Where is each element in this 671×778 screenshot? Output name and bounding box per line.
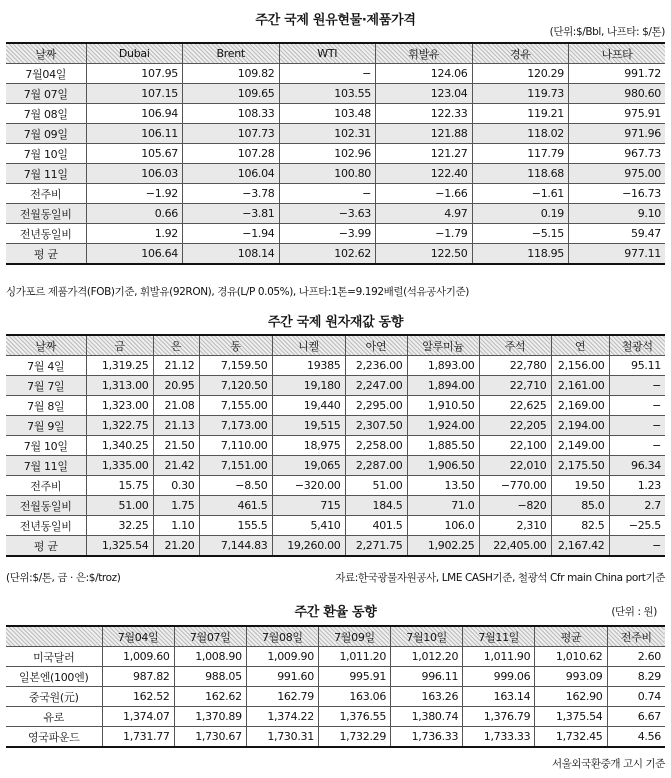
row-label: 유로	[6, 707, 102, 727]
table-cell: 1,902.25	[407, 536, 479, 557]
table-cell: 1,313.00	[86, 376, 153, 396]
table-cell: −5.15	[472, 224, 569, 244]
row-label: 7월04일	[6, 64, 86, 84]
table-cell: 32.25	[86, 516, 153, 536]
table-cell: 4.97	[376, 204, 473, 224]
table-cell: 2,194.00	[551, 416, 609, 436]
table-cell: −770.00	[479, 476, 551, 496]
table-cell: 1.10	[153, 516, 199, 536]
table-cell: −3.99	[279, 224, 376, 244]
table-cell: 106.03	[86, 164, 183, 184]
table-cell: 2,247.00	[345, 376, 407, 396]
table-cell: −8.50	[199, 476, 272, 496]
table-cell: 118.95	[472, 244, 569, 265]
table-cell: 119.21	[472, 104, 569, 124]
table-row	[6, 687, 665, 707]
table-cell: 1,906.50	[407, 456, 479, 476]
table-cell: 118.68	[472, 164, 569, 184]
table-cell: 1,733.33	[463, 727, 535, 748]
metals-header-row	[6, 335, 665, 356]
table-cell: 21.42	[153, 456, 199, 476]
table-cell: 102.31	[279, 124, 376, 144]
table-cell: 1,730.31	[246, 727, 318, 748]
table-cell: 20.95	[153, 376, 199, 396]
table-cell: 980.60	[569, 84, 666, 104]
table-cell: 1,370.89	[174, 707, 246, 727]
table-cell: 2,149.00	[551, 436, 609, 456]
table-cell: 2,169.00	[551, 396, 609, 416]
fx-header-cell: 전주비	[607, 626, 665, 647]
table-cell: 967.73	[569, 144, 666, 164]
table-cell: 21.13	[153, 416, 199, 436]
table-cell: 59.47	[569, 224, 666, 244]
row-label: 중국원(元)	[6, 687, 102, 707]
table-cell: 2,236.00	[345, 356, 407, 376]
table-cell: 971.96	[569, 124, 666, 144]
table-cell: 2.7	[609, 496, 665, 516]
table-row	[6, 104, 665, 124]
table-cell: 107.28	[183, 144, 280, 164]
table-cell: 106.0	[407, 516, 479, 536]
table-cell: 22,010	[479, 456, 551, 476]
metals-header-cell: 날짜	[6, 335, 86, 356]
table-row	[6, 144, 665, 164]
table-cell: 977.11	[569, 244, 666, 265]
table-cell: 7,159.50	[199, 356, 272, 376]
table-cell: −	[609, 416, 665, 436]
table-cell: 2,175.50	[551, 456, 609, 476]
table-cell: 2,258.00	[345, 436, 407, 456]
table-cell: 21.08	[153, 396, 199, 416]
table-cell: 163.14	[463, 687, 535, 707]
table-cell: 103.48	[279, 104, 376, 124]
crude-title: 주간 국제 원유현물·제품가격	[255, 13, 416, 28]
table-cell: 1,009.60	[102, 647, 174, 667]
table-cell: 95.11	[609, 356, 665, 376]
table-cell: 1,885.50	[407, 436, 479, 456]
table-cell: −	[279, 64, 376, 84]
table-cell: 0.66	[86, 204, 183, 224]
table-cell: 995.91	[318, 667, 390, 687]
table-cell: 988.05	[174, 667, 246, 687]
row-label: 전년동일비	[6, 224, 86, 244]
table-cell: 975.91	[569, 104, 666, 124]
table-cell: 1,380.74	[391, 707, 463, 727]
table-cell: 22,625	[479, 396, 551, 416]
table-cell: 1,374.22	[246, 707, 318, 727]
table-cell: 106.11	[86, 124, 183, 144]
table-cell: 1,340.25	[86, 436, 153, 456]
table-row	[6, 84, 665, 104]
row-label: 7월 10일	[6, 436, 86, 456]
table-cell: 107.73	[183, 124, 280, 144]
table-cell: 7,151.00	[199, 456, 272, 476]
fx-source: 서울외국환중개 고시 기준	[551, 758, 665, 770]
table-cell: −	[609, 436, 665, 456]
table-cell: 6.67	[607, 707, 665, 727]
table-row	[6, 727, 665, 748]
table-cell: −	[609, 396, 665, 416]
table-cell: 1,012.20	[391, 647, 463, 667]
table-row	[6, 164, 665, 184]
table-cell: 0.19	[472, 204, 569, 224]
table-cell: 22,205	[479, 416, 551, 436]
table-cell: 1,008.90	[174, 647, 246, 667]
row-label: 전월동일비	[6, 496, 86, 516]
table-row	[6, 416, 665, 436]
fx-header-cell: 7월08일	[246, 626, 318, 647]
table-cell: 121.88	[376, 124, 473, 144]
crude-header-cell: 경유	[472, 43, 569, 64]
table-cell: 2,167.42	[551, 536, 609, 557]
table-cell: 13.50	[407, 476, 479, 496]
table-cell: 993.09	[535, 667, 607, 687]
table-cell: 2,271.75	[345, 536, 407, 557]
table-cell: 109.82	[183, 64, 280, 84]
crude-header-cell: Dubai	[86, 43, 183, 64]
row-label: 7월 10일	[6, 144, 86, 164]
crude-unit: (단위:$/Bbl, 나프타: $/톤)	[549, 26, 665, 38]
table-cell: 1,374.07	[102, 707, 174, 727]
table-cell: 162.79	[246, 687, 318, 707]
table-cell: 0.74	[607, 687, 665, 707]
table-row	[6, 647, 665, 667]
crude-header-cell: Brent	[183, 43, 280, 64]
fx-header-cell: 평균	[535, 626, 607, 647]
fx-header-cell: 7월10일	[391, 626, 463, 647]
table-row	[6, 204, 665, 224]
table-cell: 1.23	[609, 476, 665, 496]
table-cell: −1.92	[86, 184, 183, 204]
table-cell: 1,322.75	[86, 416, 153, 436]
table-cell: 15.75	[86, 476, 153, 496]
row-label: 전월동일비	[6, 204, 86, 224]
metals-unit: (단위:$/톤, 금 · 은:$/troz)	[6, 572, 121, 584]
table-cell: −3.81	[183, 204, 280, 224]
table-cell: 108.14	[183, 244, 280, 265]
table-row	[6, 667, 665, 687]
row-label: 7월 08일	[6, 104, 86, 124]
table-row	[6, 456, 665, 476]
table-cell: 109.65	[183, 84, 280, 104]
fx-header-cell	[6, 626, 102, 647]
metals-header-cell: 철광석	[609, 335, 665, 356]
table-cell: 155.5	[199, 516, 272, 536]
table-cell: 106.64	[86, 244, 183, 265]
table-cell: −25.5	[609, 516, 665, 536]
table-cell: 5,410	[272, 516, 345, 536]
metals-header-cell: 동	[199, 335, 272, 356]
table-cell: −3.63	[279, 204, 376, 224]
table-cell: 1.92	[86, 224, 183, 244]
table-row	[6, 516, 665, 536]
table-cell: 107.95	[86, 64, 183, 84]
crude-header-cell: 휘발유	[376, 43, 473, 64]
table-cell: 2.60	[607, 647, 665, 667]
table-cell: 1,323.00	[86, 396, 153, 416]
table-cell: 7,144.83	[199, 536, 272, 557]
table-cell: 7,155.00	[199, 396, 272, 416]
row-label: 전년동일비	[6, 516, 86, 536]
table-cell: 1,924.00	[407, 416, 479, 436]
table-cell: 22,780	[479, 356, 551, 376]
table-cell: −1.79	[376, 224, 473, 244]
metals-title: 주간 국제 원자재값 동향	[267, 315, 404, 330]
row-label: 7월 4일	[6, 356, 86, 376]
table-cell: 2,156.00	[551, 356, 609, 376]
table-cell: 987.82	[102, 667, 174, 687]
row-label: 7월 8일	[6, 396, 86, 416]
metals-source: 자료:한국광물자원공사, LME CASH기준, 철광석 Cfr main China port기준	[335, 572, 665, 584]
crude-footnote: 싱가포르 제품가격(FOB)기준, 휘발유(92RON), 경유(L/P 0.05%), 나프타:1톤=9.192배럴(석유공사기준)	[6, 286, 469, 298]
table-row	[6, 707, 665, 727]
fx-header-cell: 7월07일	[174, 626, 246, 647]
row-label: 영국파운드	[6, 727, 102, 748]
table-row	[6, 64, 665, 84]
table-cell: 18,975	[272, 436, 345, 456]
metals-header-cell: 니켈	[272, 335, 345, 356]
metals-header-cell: 아연	[345, 335, 407, 356]
metals-price-table	[6, 334, 665, 557]
table-cell: −1.94	[183, 224, 280, 244]
table-cell: 19,515	[272, 416, 345, 436]
crude-header-cell: 나프타	[569, 43, 666, 64]
row-label: 일본엔(100엔)	[6, 667, 102, 687]
table-cell: 163.06	[318, 687, 390, 707]
table-cell: 102.96	[279, 144, 376, 164]
table-row	[6, 224, 665, 244]
table-cell: 22,710	[479, 376, 551, 396]
table-cell: −820	[479, 496, 551, 516]
table-cell: 124.06	[376, 64, 473, 84]
row-label: 7월 09일	[6, 124, 86, 144]
table-cell: 19,180	[272, 376, 345, 396]
table-cell: 117.79	[472, 144, 569, 164]
crude-price-table	[6, 42, 665, 265]
table-cell: 4.56	[607, 727, 665, 748]
table-row	[6, 496, 665, 516]
table-cell: 1,376.79	[463, 707, 535, 727]
table-cell: 119.73	[472, 84, 569, 104]
table-cell: 19,065	[272, 456, 345, 476]
table-cell: 106.04	[183, 164, 280, 184]
crude-header-cell: WTI	[279, 43, 376, 64]
table-cell: 1,894.00	[407, 376, 479, 396]
fx-header-cell: 7월09일	[318, 626, 390, 647]
table-row	[6, 536, 665, 557]
table-cell: 2,310	[479, 516, 551, 536]
table-cell: 71.0	[407, 496, 479, 516]
table-cell: −	[279, 184, 376, 204]
table-row	[6, 244, 665, 265]
table-cell: 401.5	[345, 516, 407, 536]
table-cell: 1,910.50	[407, 396, 479, 416]
table-cell: 122.33	[376, 104, 473, 124]
table-cell: 461.5	[199, 496, 272, 516]
table-cell: 96.34	[609, 456, 665, 476]
table-cell: 22,100	[479, 436, 551, 456]
table-cell: 7,120.50	[199, 376, 272, 396]
table-cell: 107.15	[86, 84, 183, 104]
table-cell: 162.52	[102, 687, 174, 707]
table-cell: 162.90	[535, 687, 607, 707]
table-cell: 118.02	[472, 124, 569, 144]
table-cell: −16.73	[569, 184, 666, 204]
table-cell: 2,307.50	[345, 416, 407, 436]
crude-header-row	[6, 43, 665, 64]
table-cell: 122.40	[376, 164, 473, 184]
table-cell: 2,287.00	[345, 456, 407, 476]
table-cell: 999.06	[463, 667, 535, 687]
table-cell: 975.00	[569, 164, 666, 184]
table-cell: 102.62	[279, 244, 376, 265]
table-cell: 1,736.33	[391, 727, 463, 748]
fx-header-cell: 7월04일	[102, 626, 174, 647]
table-cell: −	[609, 376, 665, 396]
table-cell: 184.5	[345, 496, 407, 516]
table-cell: 19,260.00	[272, 536, 345, 557]
table-cell: 1.75	[153, 496, 199, 516]
table-cell: −3.78	[183, 184, 280, 204]
table-cell: 123.04	[376, 84, 473, 104]
fx-header-row	[6, 626, 665, 647]
row-label: 7월 11일	[6, 456, 86, 476]
row-label: 7월 07일	[6, 84, 86, 104]
row-label: 전주비	[6, 476, 86, 496]
table-cell: 2,295.00	[345, 396, 407, 416]
table-cell: −	[609, 536, 665, 557]
table-row	[6, 356, 665, 376]
table-cell: 120.29	[472, 64, 569, 84]
table-cell: 9.10	[569, 204, 666, 224]
table-cell: 1,376.55	[318, 707, 390, 727]
table-cell: 106.94	[86, 104, 183, 124]
table-cell: 8.29	[607, 667, 665, 687]
table-row	[6, 376, 665, 396]
table-cell: 22,405.00	[479, 536, 551, 557]
table-cell: 1,732.29	[318, 727, 390, 748]
table-cell: 51.00	[86, 496, 153, 516]
table-cell: 1,335.00	[86, 456, 153, 476]
table-cell: 21.20	[153, 536, 199, 557]
table-cell: 85.0	[551, 496, 609, 516]
table-cell: 1,010.62	[535, 647, 607, 667]
table-cell: 1,009.90	[246, 647, 318, 667]
table-cell: 163.26	[391, 687, 463, 707]
table-cell: 1,732.45	[535, 727, 607, 748]
table-cell: 1,375.54	[535, 707, 607, 727]
table-row	[6, 396, 665, 416]
table-cell: 1,730.67	[174, 727, 246, 748]
fx-header-cell: 7월11일	[463, 626, 535, 647]
table-cell: 19,440	[272, 396, 345, 416]
table-cell: 1,325.54	[86, 536, 153, 557]
fx-title: 주간 환율 동향	[294, 605, 377, 620]
table-cell: 19.50	[551, 476, 609, 496]
table-cell: 7,110.00	[199, 436, 272, 456]
table-row	[6, 476, 665, 496]
table-cell: 991.60	[246, 667, 318, 687]
table-cell: 996.11	[391, 667, 463, 687]
fx-rate-table	[6, 625, 665, 748]
table-cell: 1,319.25	[86, 356, 153, 376]
table-cell: 82.5	[551, 516, 609, 536]
table-cell: 715	[272, 496, 345, 516]
row-label: 미국달러	[6, 647, 102, 667]
table-row	[6, 184, 665, 204]
table-cell: 7,173.00	[199, 416, 272, 436]
metals-header-cell: 연	[551, 335, 609, 356]
metals-header-cell: 은	[153, 335, 199, 356]
table-cell: 19385	[272, 356, 345, 376]
row-label: 전주비	[6, 184, 86, 204]
metals-header-cell: 알루미늄	[407, 335, 479, 356]
table-row	[6, 124, 665, 144]
row-label: 평 균	[6, 244, 86, 265]
table-cell: −320.00	[272, 476, 345, 496]
row-label: 7월 9일	[6, 416, 86, 436]
table-cell: 2,161.00	[551, 376, 609, 396]
table-cell: 100.80	[279, 164, 376, 184]
table-cell: 108.33	[183, 104, 280, 124]
table-row	[6, 436, 665, 456]
table-cell: 121.27	[376, 144, 473, 164]
table-cell: 162.62	[174, 687, 246, 707]
crude-header-cell: 날짜	[6, 43, 86, 64]
table-cell: 21.12	[153, 356, 199, 376]
table-cell: 0.30	[153, 476, 199, 496]
row-label: 평 균	[6, 536, 86, 557]
table-cell: 105.67	[86, 144, 183, 164]
table-cell: 1,731.77	[102, 727, 174, 748]
table-cell: −1.61	[472, 184, 569, 204]
table-cell: −1.66	[376, 184, 473, 204]
table-cell: 21.50	[153, 436, 199, 456]
row-label: 7월 11일	[6, 164, 86, 184]
fx-unit: (단위 : 원)	[611, 606, 657, 618]
table-cell: 1,893.00	[407, 356, 479, 376]
metals-header-cell: 주석	[479, 335, 551, 356]
table-cell: 991.72	[569, 64, 666, 84]
table-cell: 1,011.90	[463, 647, 535, 667]
table-cell: 103.55	[279, 84, 376, 104]
table-cell: 51.00	[345, 476, 407, 496]
table-cell: 122.50	[376, 244, 473, 265]
row-label: 7월 7일	[6, 376, 86, 396]
table-cell: 1,011.20	[318, 647, 390, 667]
metals-header-cell: 금	[86, 335, 153, 356]
